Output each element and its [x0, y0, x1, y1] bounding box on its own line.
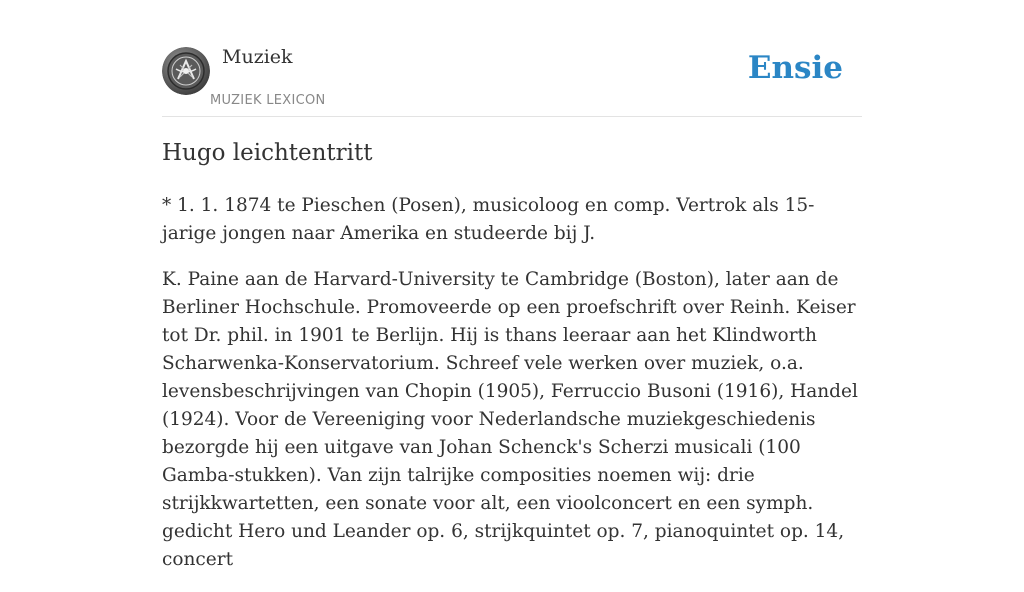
brand-logo-link[interactable]: Ensie [747, 50, 843, 86]
article-body [162, 192, 862, 592]
book-subtitle: MUZIEK LEXICON [210, 93, 326, 108]
book-title-link[interactable]: Muziek [222, 46, 293, 68]
music-emblem-icon[interactable] [162, 47, 210, 95]
article-paragraph: * 1. 1. 1874 te Pieschen (Posen), musicoloog en comp. Vertrok als 15-jarige jongen naar Amerika en studeerde bij J. [162, 195, 815, 244]
page [162, 0, 862, 570]
article-paragraph: K. Paine aan de Harvard-University te Cambridge (Boston), later aan de Berliner Hochschule. Promoveerde op een proefschrift over Reinh. Keiser tot Dr. phil. in 1901 te Berlijn. Hij is thans leeraar aan het Klindworth Scharwenka-Konservatorium. Schreef vele werken over muziek, o.a. levensbeschrijvingen van Chopin (1905), Ferruccio Busoni (1916), Handel (1924). Voor de Vereeniging voor Nederlandsche muziekgeschiedenis bezorgde hij een uitgave van Johan Schenck's Scherzi musicali (100 Gamba-stukken). Van zijn talrijke composities noemen wij: drie strijkkwartetten, een sonate voor alt, een vioolconcert en een symph. gedicht Hero und Leander op. 6, strijkquintet op. 7, pianoquintet op. 14, concert [162, 269, 858, 570]
site-header [162, 0, 862, 117]
article-title: Hugo leichtentritt [162, 140, 373, 166]
